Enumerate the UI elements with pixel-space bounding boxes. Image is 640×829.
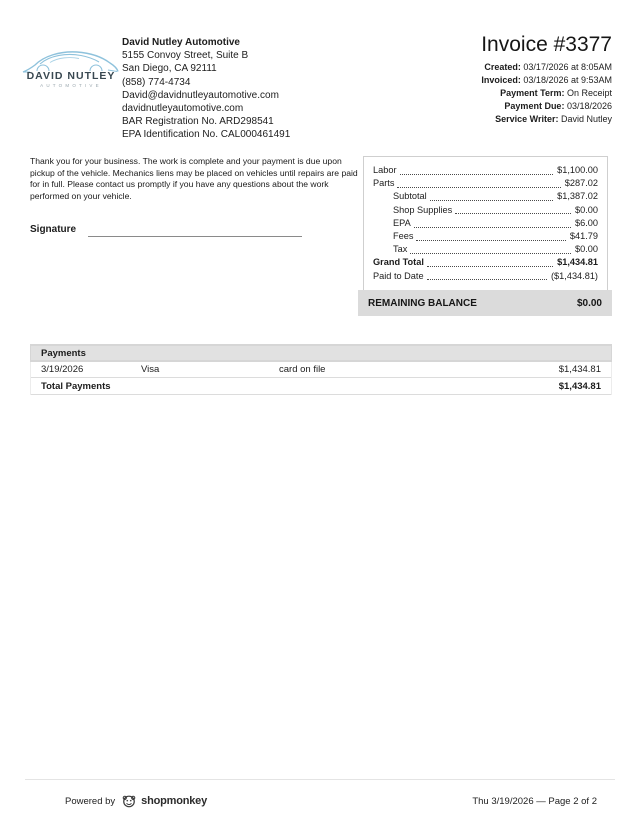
total-row-labor: Labor $1,100.00 xyxy=(373,165,598,175)
payment-date: 3/19/2026 xyxy=(41,363,84,375)
shopmonkey-brand: shopmonkey xyxy=(141,795,208,807)
footer-branding xyxy=(65,794,207,808)
payment-method: Visa xyxy=(141,363,160,375)
total-row-epa: EPA $6.00 xyxy=(393,217,598,228)
payments-table-header: Payments xyxy=(31,345,611,361)
payments-total-row xyxy=(31,378,611,395)
invoice-service-writer: Service Writer: David Nutley xyxy=(495,114,612,124)
remaining-balance-band xyxy=(358,290,612,316)
company-address-line1: 5155 Convoy Street, Suite B xyxy=(122,50,249,62)
dot-leader xyxy=(410,253,571,254)
totals-box xyxy=(363,156,608,292)
payments-total-amount: $1,434.81 xyxy=(558,380,601,392)
footer-date-page: Thu 3/19/2026 — Page 2 of 2 xyxy=(472,796,597,807)
dot-leader xyxy=(400,174,554,175)
company-website: davidnutleyautomotive.com xyxy=(122,103,244,115)
company-phone: (858) 774-4734 xyxy=(122,76,191,88)
remaining-balance-label: REMAINING BALANCE xyxy=(368,297,477,309)
invoice-header xyxy=(481,33,612,126)
invoice-payment-due: Payment Due: 03/18/2026 xyxy=(504,101,612,111)
company-info xyxy=(122,36,290,142)
dot-leader xyxy=(427,266,553,267)
payment-row xyxy=(31,361,611,378)
total-row-subtotal: Subtotal $1,387.02 xyxy=(393,191,598,202)
dot-leader xyxy=(397,187,560,188)
company-logo xyxy=(20,48,122,88)
total-row-shop-supplies: Shop Supplies $0.00 xyxy=(393,204,598,215)
powered-by-label: Powered by xyxy=(65,795,116,807)
logo-wordmark: DAVID NUTLEY xyxy=(26,70,116,82)
dot-leader xyxy=(427,279,547,280)
thank-you-message: Thank you for your business. The work is complete and your payment is due upon pickup of the vehicle. Mechanics liens may be placed on vehicles until repairs are paid for in full. Please contact us promptly if you have any questions about the work performed on your vehicle. xyxy=(30,156,358,201)
dot-leader xyxy=(455,213,571,214)
invoice-title: Invoice #3377 xyxy=(481,33,612,56)
company-epa-identification: EPA Identification No. CAL000461491 xyxy=(122,129,291,141)
payment-note: card on file xyxy=(279,363,326,375)
company-bar-registration: BAR Registration No. ARD298541 xyxy=(122,116,274,128)
payments-total-label: Total Payments xyxy=(41,380,111,392)
payment-amount: $1,434.81 xyxy=(558,363,601,375)
dot-leader xyxy=(414,227,571,228)
signature-line[interactable] xyxy=(88,236,302,237)
total-row-tax: Tax $0.00 xyxy=(393,244,598,255)
remaining-balance-value: $0.00 xyxy=(576,297,602,309)
total-row-paid-to-date: Paid to Date ($1,434.81) xyxy=(373,270,598,281)
company-name: David Nutley Automotive xyxy=(122,37,240,48)
logo-subtitle: AUTOMOTIVE xyxy=(40,83,102,88)
shopmonkey-icon xyxy=(122,794,136,808)
company-email: David@davidnutleyautomotive.com xyxy=(122,89,279,101)
payments-table xyxy=(30,345,612,395)
dot-leader xyxy=(416,240,565,241)
invoice-invoiced: Invoiced: 03/18/2026 at 9:53AM xyxy=(481,75,612,85)
footer-divider xyxy=(25,779,615,780)
invoice-created: Created: 03/17/2026 at 8:05AM xyxy=(484,62,612,72)
total-row-grand-total: Grand Total $1,434.81 xyxy=(373,257,598,268)
signature-label: Signature xyxy=(30,224,77,235)
total-row-fees: Fees $41.79 xyxy=(393,231,598,242)
company-address-line2: San Diego, CA 92111 xyxy=(122,63,217,75)
invoice-payment-term: Payment Term: On Receipt xyxy=(500,88,612,98)
dot-leader xyxy=(430,200,553,201)
total-row-parts: Parts $287.02 xyxy=(373,178,598,189)
